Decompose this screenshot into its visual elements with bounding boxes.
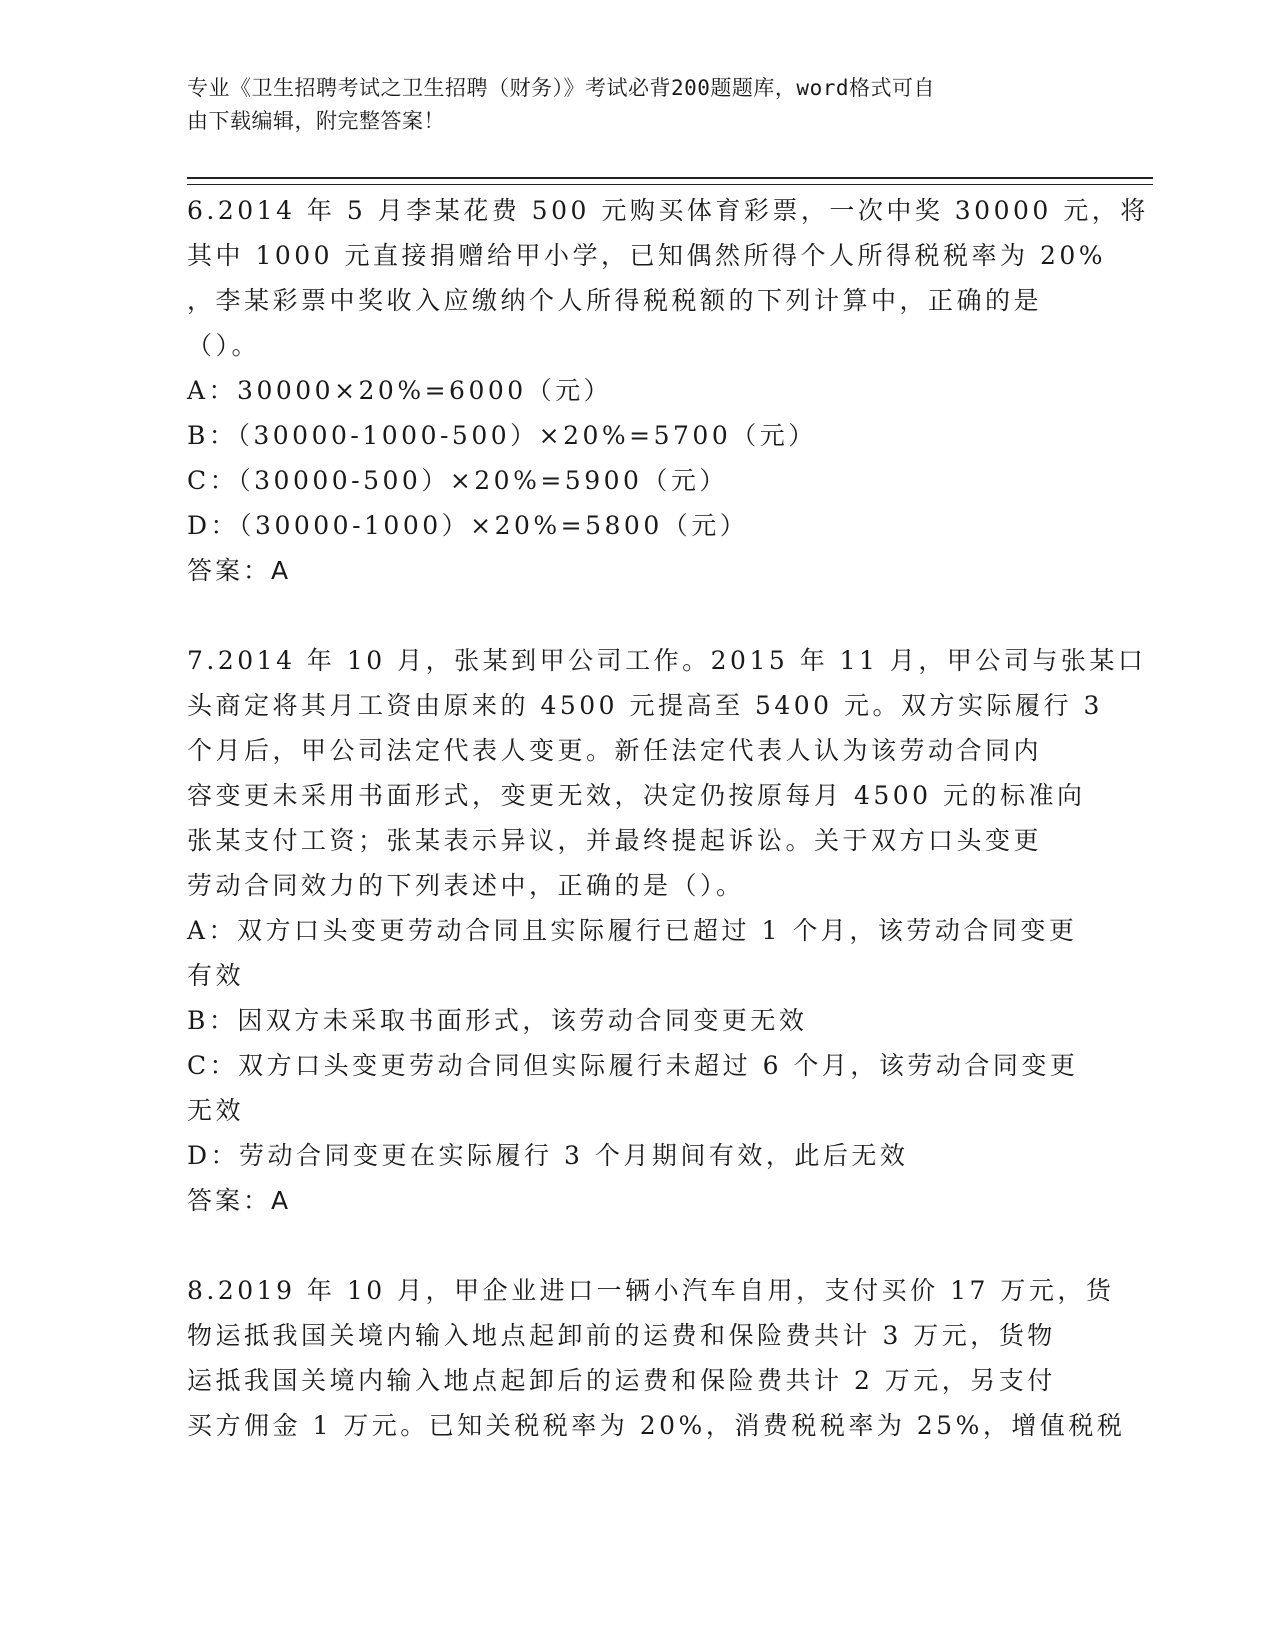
question-text-line: （）。 [187,331,261,360]
header-divider [187,177,1153,179]
question-text-line: 物运抵我国关境内输入地点起卸前的运费和保险费共计 3 万元，货物 [187,1321,1056,1350]
option-c: C：（30000-500）×20%=5900（元） [187,466,728,495]
question-6 [187,188,1149,593]
question-text-line: ，李某彩票中奖收入应缴纳个人所得税税额的下列计算中，正确的是 [187,286,1043,315]
option-b: B：（30000-1000-500）×20%=5700（元） [187,421,817,450]
question-8 [187,1268,1126,1448]
option-c: C：双方口头变更劳动合同但实际履行未超过 6 个月，该劳动合同变更 [187,1051,1079,1080]
question-text-line: 容变更未采用书面形式，变更无效，决定仍按原每月 4500 元的标准向 [187,781,1086,810]
option-c-continued: 无效 [187,1096,245,1125]
question-text-line: 8.2019 年 10 月，甲企业进口一辆小汽车自用，支付买价 17 万元，货 [187,1276,1115,1305]
question-text-line: 买方佣金 1 万元。已知关税税率为 20%，消费税税率为 25%，增值税税 [187,1411,1126,1440]
question-text-line: 7.2014 年 10 月，张某到甲公司工作。2015 年 11 月，甲公司与张某口 [187,646,1147,675]
option-b: B：因双方未采取书面形式，该劳动合同变更无效 [187,1006,808,1035]
question-text-line: 6.2014 年 5 月李某花费 500 元购买体育彩票，一次中奖 30000 元，将 [187,196,1149,225]
document-header [187,72,1057,138]
header-divider-thin [187,184,1153,185]
question-text-line: 其中 1000 元直接捐赠给甲小学，已知偶然所得个人所得税税率为 20% [187,241,1107,270]
question-spacer [187,593,1067,638]
question-text-line: 个月后，甲公司法定代表人变更。新任法定代表人认为该劳动合同内 [187,736,1043,765]
option-a: A：双方口头变更劳动合同且实际履行已超过 1 个月，该劳动合同变更 [187,916,1078,945]
question-7 [187,638,1147,1223]
question-text-line: 运抵我国关境内输入地点起卸后的运费和保险费共计 2 万元，另支付 [187,1366,1056,1395]
question-text-line: 张某支付工资；张某表示异议，并最终提起诉讼。关于双方口头变更 [187,826,1043,855]
question-text-line: 劳动合同效力的下列表述中，正确的是（）。 [187,871,745,900]
option-d: D：（30000-1000）×20%=5800（元） [187,511,749,540]
answer-line: 答案：A [187,1186,292,1215]
question-text-line: 头商定将其月工资由原来的 4500 元提高至 5400 元。双方实际履行 3 [187,691,1103,720]
document-body [187,188,1149,1448]
option-d: D：劳动合同变更在实际履行 3 个月期间有效，此后无效 [187,1141,909,1170]
option-a-continued: 有效 [187,961,245,990]
header-line: 由下载编辑，附完整答案！ [187,109,445,133]
header-line: 专业《卫生招聘考试之卫生招聘（财务）》考试必背200题题库，word格式可自 [187,76,935,100]
answer-line: 答案：A [187,556,292,585]
option-a: A：30000×20%=6000（元） [187,376,613,405]
question-spacer [187,1223,1067,1268]
